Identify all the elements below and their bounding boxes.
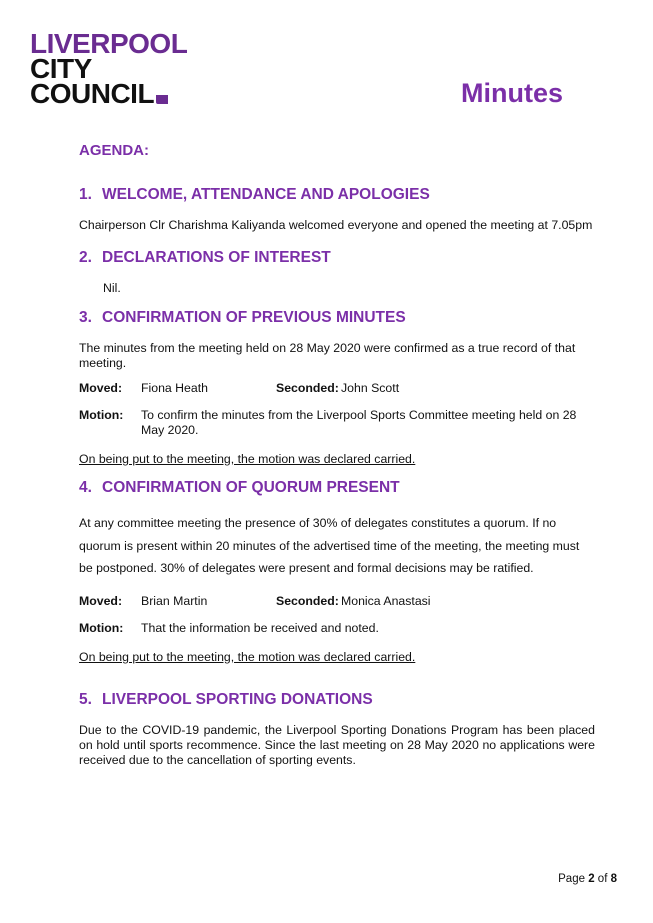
section-3-heading — [79, 309, 406, 327]
section-1-body: Chairperson Clr Charishma Kaliyanda welcomed everyone and opened the meeting at 7.05pm — [79, 218, 593, 232]
current-page: 2 — [588, 873, 595, 885]
page-number-footer — [558, 873, 617, 885]
moved-value: Brian Martin — [141, 594, 208, 608]
section-3-body: The minutes from the meeting held on 28 May 2020 were confirmed as a true record of that meeting. — [79, 341, 576, 370]
moved-value: Fiona Heath — [141, 381, 208, 395]
motion-value: That the information be received and noted. — [141, 621, 379, 635]
page-label: Page — [558, 873, 585, 885]
section-1-number: 1. — [79, 186, 92, 203]
council-logo — [30, 28, 188, 109]
section-3-number: 3. — [79, 309, 92, 326]
seconded-label: Seconded: — [276, 594, 339, 608]
logo-line-liverpool: LIVERPOOL — [30, 28, 188, 59]
section-5-body: Due to the COVID-19 pandemic, the Liverpool Sporting Donations Program has been placed on hold until sports recommence. Since the last meeting on 28 May 2020 no applications were received due to the cancellation of sporting events. — [79, 723, 595, 767]
moved-label: Moved: — [79, 381, 123, 395]
agenda-heading: AGENDA: — [79, 142, 149, 159]
logo-council-text: COUNCIL — [30, 78, 155, 109]
moved-label: Moved: — [79, 594, 123, 608]
motion-label: Motion: — [79, 621, 124, 635]
motion-value: To confirm the minutes from the Liverpool Sports Committee meeting held on 28 May 2020. — [141, 408, 577, 437]
logo-mark-icon — [156, 95, 168, 104]
document-title: Minutes — [460, 78, 563, 108]
section-4-body: At any committee meeting the presence of 30% of delegates constitutes a quorum. If no quorum is present within 20 minutes of the advertised time of the meeting, the meeting must be postponed. 30% of delegates were present and formal decisions may be ratified. — [79, 516, 580, 575]
seconded-label: Seconded: — [276, 381, 339, 395]
section-5-heading — [79, 691, 373, 709]
section-2-heading — [79, 249, 331, 267]
seconded-value: John Scott — [341, 381, 400, 395]
section-5-title: LIVERPOOL SPORTING DONATIONS — [102, 691, 373, 708]
section-2-title: DECLARATIONS OF INTEREST — [102, 249, 331, 266]
section-1-title: WELCOME, ATTENDANCE AND APOLOGIES — [102, 186, 430, 203]
total-pages: 8 — [610, 873, 617, 885]
logo-line-city: CITY — [30, 53, 92, 84]
section-4-number: 4. — [79, 479, 92, 496]
section-4-heading — [79, 479, 400, 497]
section-2-body: Nil. — [103, 281, 121, 295]
seconded-value: Monica Anastasi — [341, 594, 431, 608]
section-4-result: On being put to the meeting, the motion was declared carried. — [79, 650, 416, 664]
of-label: of — [597, 873, 608, 885]
section-2-number: 2. — [79, 249, 92, 266]
section-1-heading — [79, 186, 430, 204]
logo-line-council — [30, 78, 187, 109]
section-3-result: On being put to the meeting, the motion was declared carried. — [79, 452, 416, 466]
section-5-number: 5. — [79, 691, 92, 708]
section-3-title: CONFIRMATION OF PREVIOUS MINUTES — [102, 309, 406, 326]
section-4-title: CONFIRMATION OF QUORUM PRESENT — [102, 479, 400, 496]
motion-label: Motion: — [79, 408, 124, 422]
